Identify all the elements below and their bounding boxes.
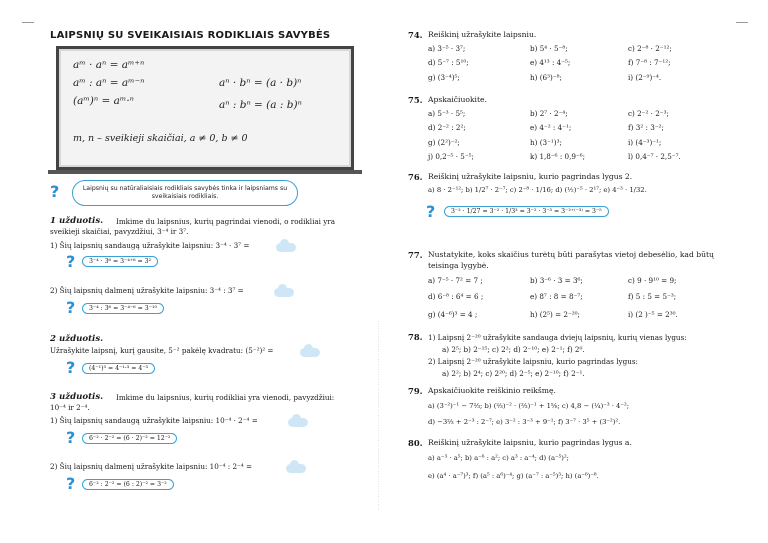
ex75-row — [428, 152, 728, 164]
answer-cloud[interactable] — [286, 464, 306, 473]
ex74-item: d) 5⁻⁷ : 5¹⁰; — [428, 58, 469, 67]
lightbulb-icon: ? — [66, 298, 76, 317]
ex76-title: Reiškinį užrašykite laipsniu, kurio pagrindas lygus 2. — [428, 172, 633, 181]
ex75-item: k) 1,8⁻⁶ : 0,9⁻⁶; — [530, 152, 586, 161]
ex77-item: g) (4⁻⁶)³ = 4 ; — [428, 310, 478, 319]
ex77-item: b) 3⁻⁶ · 3 = 3⁶; — [530, 276, 583, 285]
ex77-item: f) 5 : 5 = 5⁻³; — [628, 292, 677, 301]
ex77-row — [428, 310, 728, 322]
ex74-item: a) 3⁻⁵ · 3⁷; — [428, 44, 466, 53]
ex77-item: e) 8⁷ : 8 = 8⁻⁷; — [530, 292, 583, 301]
ex74-item: b) 5⁴ · 5⁻⁸; — [530, 44, 568, 53]
ex75-item: g) (2²)⁻²; — [428, 138, 460, 147]
ex75-item: b) 2⁷ · 2⁻⁴; — [530, 109, 568, 118]
task2-intro: Užrašykite laipsnį, kurį gausite, 5⁻² pakėlę kvadratu: (5⁻²)² = — [50, 346, 274, 355]
ex75-item: j) 0,2⁻⁵ · 5⁻⁵; — [428, 152, 474, 161]
crop-mark — [22, 22, 34, 23]
ex78-line4: a) 2²; b) 2⁴; c) 2²⁰; d) 2⁻⁵; e) 2⁻¹⁰; f) 2⁻¹. — [442, 369, 585, 378]
ex80-title: Reiškinį užrašykite laipsniu, kurio pagrindas lygus a. — [428, 438, 632, 447]
ex77-item: i) (2 )⁻⁵ = 2³⁰. — [628, 310, 678, 319]
lightbulb-icon: ? — [66, 252, 76, 271]
ex77-title1: Nustatykite, koks skaičius turėtų būti parašytas vietoj debesėlio, kad būtų — [428, 250, 714, 259]
rule-conditions: m, n – sveikieji skaičiai, a ≠ 0, b ≠ 0 — [73, 133, 248, 144]
lightbulb-icon: ? — [66, 474, 76, 493]
lightbulb-icon: ? — [66, 358, 76, 377]
task1-answer2: 3⁻⁴ : 3⁶ = 3⁻⁴⁻⁶ = 3⁻¹⁰ — [82, 303, 164, 314]
ex75-number: 75. — [408, 95, 423, 105]
rule-quotient-bases: aⁿ : bⁿ = (a : b)ⁿ — [219, 99, 302, 111]
gutter — [372, 40, 392, 510]
ex77-row — [428, 276, 728, 288]
rule-power: (aᵐ)ⁿ = aᵐ·ⁿ — [73, 95, 134, 107]
ex80-line2: e) (a⁴ · a⁻⁷)³; f) (a⁵ : a⁶)⁻⁴; g) (a⁻⁷ : a⁻⁵)³; h) (a⁻⁶)⁻⁸. — [428, 472, 599, 480]
rule-product: aᵐ · aⁿ = aᵐ⁺ⁿ — [73, 59, 145, 71]
ex79-line2: d) −3⅔ + 2⁻³ : 2⁻⁷; e) 3⁻² : 3⁻³ + 9⁻¹; f) 3⁻⁷ · 3⁵ + (3⁻²)². — [428, 418, 621, 426]
ex78-line2: a) 2⁵; b) 2⁻¹⁵; c) 2²; d) 2⁻¹⁰; e) 2⁻¹; f) 2⁰. — [442, 345, 585, 354]
ex74-item: h) (6³)⁻⁸; — [530, 73, 562, 82]
task3-intro2: 10⁻⁴ ir 2⁻⁴. — [50, 403, 90, 412]
rule-quotient: aᵐ : aⁿ = aᵐ⁻ⁿ — [73, 77, 145, 89]
answer-cloud[interactable] — [300, 348, 320, 357]
ex75-item: f) 3² : 3⁻²; — [628, 123, 664, 132]
ex76-number: 76. — [408, 172, 423, 182]
ex75-item: l) 0,4⁻⁷ · 2,5⁻⁷. — [628, 152, 681, 161]
ex79-title: Apskaičiuokite reiškinio reikšmę. — [428, 386, 556, 395]
crop-mark — [736, 22, 748, 23]
ex74-title: Reiškinį užrašykite laipsniu. — [428, 30, 537, 39]
ex74-row — [428, 58, 728, 70]
ex74-number: 74. — [408, 30, 423, 40]
ex77-row — [428, 292, 728, 304]
ex74-item: e) 4¹³ : 4⁻⁵; — [530, 58, 571, 67]
ex75-item: i) (4⁻³)⁻¹; — [628, 138, 662, 147]
task3-answer2: 6⁻² : 2⁻² = (6 : 2)⁻² = 3⁻² — [82, 479, 174, 490]
ex80-number: 80. — [408, 438, 423, 448]
ex75-item: e) 4⁻² : 4⁻¹; — [530, 123, 572, 132]
ex79-number: 79. — [408, 386, 423, 396]
task3-answer1: 6⁻² · 2⁻² = (6 · 2)⁻² = 12⁻² — [82, 433, 177, 444]
ex77-item: c) 9 · 9¹⁰ = 9; — [628, 276, 677, 285]
task1-intro1: Imkime du laipsnius, kurių pagrindai vienodi, o rodikliai yra — [116, 217, 336, 226]
ex74-item: g) (3⁻⁴)⁵; — [428, 73, 460, 82]
chalkboard-ledge — [48, 170, 362, 174]
task1-answer1: 3⁻⁴ · 3⁶ = 3⁻⁴⁺⁶ = 3² — [82, 256, 158, 267]
ex75-title: Apskaičiuokite. — [428, 95, 487, 104]
ex77-title2: teisinga lygybė. — [428, 261, 489, 270]
task3-q1: 1) Šių laipsnių sandaugą užrašykite laipsniu: 10⁻⁴ · 2⁻⁴ = — [50, 416, 258, 425]
ex77-number: 77. — [408, 250, 423, 260]
ex78-number: 78. — [408, 332, 423, 342]
ex77-item: h) (2⁵) = 2⁻²⁰; — [530, 310, 580, 319]
ex75-item: h) (3⁻¹)³; — [530, 138, 562, 147]
ex75-item: d) 2⁻² : 2²; — [428, 123, 466, 132]
ex74-row — [428, 44, 728, 56]
ex79-line1: a) (3⁻²)⁻¹ − 7⅔; b) (⅔)⁻² · (⅔)⁻¹ + 1⅝; c) 4,8 − (¼)⁻³ · 4⁻²; — [428, 402, 629, 410]
ex75-row — [428, 109, 728, 121]
lightbulb-icon: ? — [50, 182, 60, 201]
ex76-items: a) 8 · 2⁻¹²; b) 1/2⁷ · 2⁻⁷; c) 2⁻⁸ · 1/16; d) (½)⁻⁵ · 2¹⁷; e) 4⁻³ · 1/32. — [428, 186, 647, 194]
ex77-item: d) 6⁻⁸ : 6⁴ = 6 ; — [428, 292, 484, 301]
ex75-item: c) 2⁻² · 2⁻³; — [628, 109, 669, 118]
gutter-imprint: · · · · · · · · · · · · · · · · · · · · · · · · · · · · · · · · · · · · · · · · · · · · · · · · · · · · · · · · · · · · · · · · · · · · · · · · · · · — [376, 320, 381, 510]
page-title: LAIPSNIŲ SU SVEIKAISIAIS RODIKLIAIS SAVYBĖS — [50, 30, 331, 41]
answer-cloud[interactable] — [274, 288, 294, 297]
ex75-row — [428, 138, 728, 150]
task1-heading: 1 užduotis. — [50, 216, 104, 226]
task1-q1: 1) Šių laipsnių sandaugą užrašykite laipsniu: 3⁻⁴ · 3⁷ = — [50, 241, 250, 250]
lightbulb-icon: ? — [426, 202, 436, 221]
ex78-line3: 2) Laipsnį 2⁻²⁰ užrašykite laipsniu, kurio pagrindas lygus: — [428, 357, 638, 366]
note-bubble: Laipsnių su natūraliaisiais rodikliais savybės tinka ir laipsniams su sveikaisiais rodikliais. — [72, 180, 298, 206]
ex74-item: i) (2⁻⁹)⁻⁴. — [628, 73, 662, 82]
ex76-example: 3⁻² · 1/27 = 3⁻² · 1/3³ = 3⁻² · 3⁻³ = 3⁻²⁺⁽⁻³⁾ = 3⁻⁵ — [444, 206, 609, 217]
task3-intro1: Imkime du laipsnius, kurių rodikliai yra vienodi, pavyzdžiui: — [116, 393, 335, 402]
task2-answer: (4⁻¹)³ = 4⁻¹·³ = 4⁻³ — [82, 363, 155, 374]
ex74-item: f) 7⁻⁸ : 7⁻¹²; — [628, 58, 671, 67]
ex78-line1: 1) Laipsnį 2⁻²⁰ užrašykite sandauga dviejų laipsnių, kurių vienas lygus: — [428, 333, 687, 342]
lightbulb-icon: ? — [66, 428, 76, 447]
answer-cloud[interactable] — [288, 418, 308, 427]
ex74-row — [428, 73, 728, 85]
ex75-row — [428, 123, 728, 135]
task1-intro2: sveikieji skaičiai, pavyzdžiui, 3⁻⁴ ir 3⁷. — [50, 227, 189, 236]
task1-q2: 2) Šių laipsnių dalmenį užrašykite laipsniu: 3⁻⁴ : 3⁷ = — [50, 286, 244, 295]
ex77-item: a) 7⁻⁵ · 7² = 7 ; — [428, 276, 483, 285]
task3-heading: 3 užduotis. — [50, 392, 104, 402]
ex75-item: a) 5⁻³ · 5⁵; — [428, 109, 466, 118]
rule-product-bases: aⁿ · bⁿ = (a · b)ⁿ — [219, 77, 302, 89]
task3-q2: 2) Šių laipsnių dalmenį užrašykite laipsniu: 10⁻⁴ : 2⁻⁴ = — [50, 462, 253, 471]
ex74-item: c) 2⁻⁸ · 2⁻¹²; — [628, 44, 672, 53]
task2-heading: 2 užduotis. — [50, 334, 104, 344]
left-page — [38, 20, 368, 532]
chalkboard — [56, 46, 354, 170]
answer-cloud[interactable] — [276, 243, 296, 252]
right-page — [400, 20, 730, 532]
ex80-line1: a) a⁻³ · a⁵; b) a⁻⁶ : a²; c) a³ : a⁻⁴; d) (a⁻⁵)²; — [428, 454, 569, 462]
